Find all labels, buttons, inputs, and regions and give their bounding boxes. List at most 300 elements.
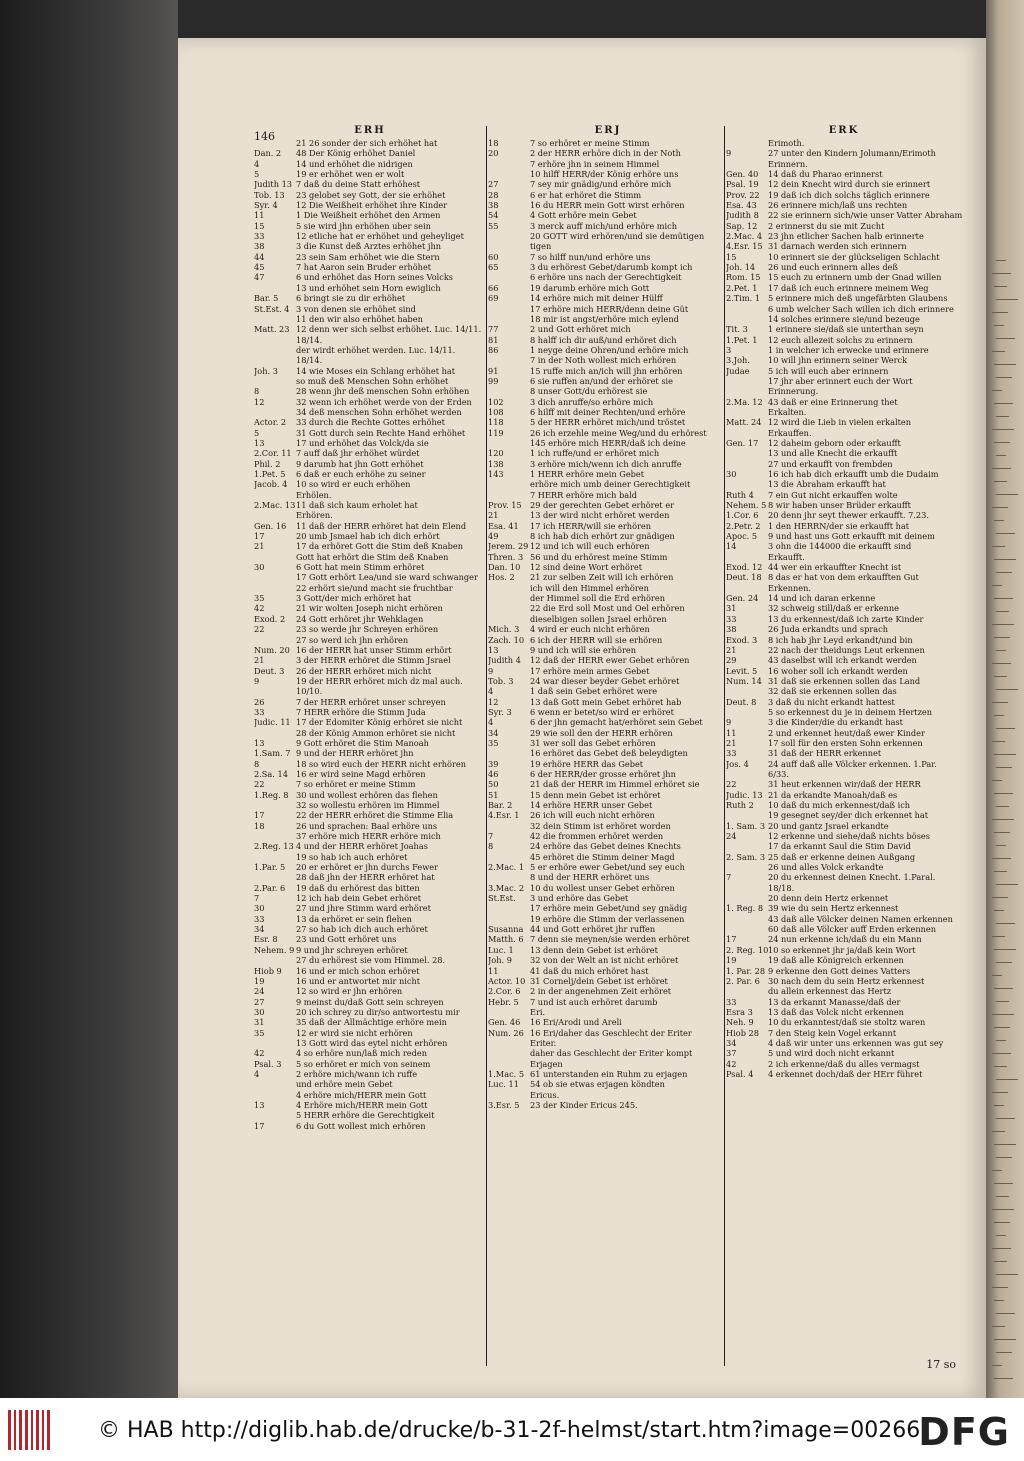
- index-entry: [254, 190, 486, 200]
- entry-reference: 1.Pet. 1: [726, 334, 758, 345]
- index-entry: [726, 179, 962, 189]
- entry-reference: Exod. 12: [726, 562, 763, 573]
- entry-text: 9 und ich will sie erhören: [530, 644, 637, 655]
- entry-text: 13 die Abraham erkaufft hat: [768, 479, 886, 490]
- index-entry: [488, 283, 728, 293]
- entry-reference: Sap. 12: [726, 220, 758, 231]
- entry-text: 13 daß das Volck nicht erkennen: [768, 1006, 904, 1017]
- entry-reference: 54: [488, 210, 499, 221]
- index-entry: [488, 366, 728, 376]
- entry-reference: [488, 241, 530, 251]
- index-entry: [726, 221, 962, 231]
- entry-reference: [726, 448, 768, 458]
- entry-reference: Dan. 10: [488, 562, 521, 573]
- entry-text: 5 er erhöre ewer Gebet/und sey euch: [530, 862, 685, 873]
- entry-reference: 31: [254, 1017, 265, 1028]
- index-entry: [726, 541, 962, 551]
- index-entry: [254, 428, 486, 438]
- entry-text: 10 hilff HERR/der König erhöre uns: [530, 169, 679, 180]
- index-entry: [726, 562, 962, 572]
- entry-reference: Nehem. 5: [726, 500, 767, 511]
- entry-text: 17 der Edomiter König erhöret sie nicht: [296, 717, 463, 728]
- entry-reference: [254, 552, 296, 562]
- index-entry: [254, 997, 486, 1007]
- entry-reference: [726, 769, 768, 779]
- entry-reference: 55: [488, 220, 499, 231]
- entry-text: 26 Juda erkandts und sprach: [768, 624, 888, 635]
- index-entry: [488, 707, 728, 717]
- entry-text: tigen: [530, 241, 552, 252]
- index-entry: [726, 1059, 962, 1069]
- entry-text: 23 gelobet sey Gott, der sie erhöhet: [296, 189, 446, 200]
- entry-text: 1 Die Weißheit erhöhet den Armen: [296, 210, 441, 221]
- entry-reference: Num. 20: [254, 644, 290, 655]
- entry-reference: 38: [488, 200, 499, 211]
- entry-text: 19 daß alle Königreich erkennen: [768, 955, 904, 966]
- index-entry: [488, 210, 728, 220]
- entry-reference: St.Est. 4: [254, 303, 290, 314]
- index-entry: [726, 624, 962, 634]
- entry-reference: 33: [726, 996, 737, 1007]
- index-entry: [254, 966, 486, 976]
- entry-reference: 8: [488, 841, 494, 852]
- entry-reference: 21: [254, 655, 265, 666]
- entry-reference: [726, 583, 768, 593]
- index-entry: [488, 841, 728, 851]
- entry-text: 9 Gott erhöret die Stim Manoah: [296, 737, 429, 748]
- entry-reference: 34: [726, 1037, 737, 1048]
- index-entry: [254, 893, 486, 903]
- index-entry: [726, 521, 962, 531]
- entry-text: 8 ich hab jhr Leyd erkandt/und bin: [768, 634, 913, 645]
- entry-text: 10 erinnert sie der glückseligen Schlacht: [768, 251, 940, 262]
- index-entry: [726, 914, 962, 924]
- index-entry: [726, 976, 962, 986]
- entry-reference: [726, 376, 768, 386]
- entry-reference: 69: [488, 293, 499, 304]
- entry-text: 1 den HERRN/der sie erkaufft hat: [768, 520, 910, 531]
- entry-text: Erkennen.: [768, 582, 811, 593]
- entry-text: 45 erhöret die Stimm deiner Magd: [530, 851, 675, 862]
- index-entry: [726, 1069, 962, 1079]
- entry-reference: 3: [726, 344, 732, 355]
- entry-reference: 7: [726, 872, 732, 883]
- index-entry: [254, 1079, 486, 1089]
- entry-text: 17 jhr aber erinnert euch der Wort: [768, 375, 913, 386]
- entry-text: 7 hat Aaron sein Bruder erhöhet: [296, 262, 432, 273]
- entry-text: 3 ohn die 144000 die erkaufft sind: [768, 541, 912, 552]
- entry-reference: 15: [726, 251, 737, 262]
- entry-reference: Hos. 2: [488, 572, 515, 583]
- index-entry: [254, 603, 486, 613]
- entry-reference: 46: [488, 768, 499, 779]
- entry-reference: 2.Cor. 6: [488, 986, 521, 997]
- entry-reference: 17: [254, 1120, 265, 1131]
- index-entry: [254, 1110, 486, 1120]
- entry-reference: 9: [254, 675, 260, 686]
- index-entry: [254, 821, 486, 831]
- entry-reference: [488, 614, 530, 624]
- entry-text: 17 Gott erhört Lea/und sie ward schwanger: [296, 572, 478, 583]
- index-entry: [488, 345, 728, 355]
- entry-reference: 12: [254, 396, 265, 407]
- entry-text: 5 und wird doch nicht erkannt: [768, 1048, 895, 1059]
- entry-reference: [254, 355, 296, 365]
- entry-text: 17 ich HERR/will sie erhören: [530, 520, 652, 531]
- entry-reference: [488, 272, 530, 282]
- entry-text: 4 erhöre mich/HERR mein Gott: [296, 1089, 427, 1100]
- index-entry: [254, 903, 486, 913]
- index-entry: [488, 417, 728, 427]
- entry-text: 19 erhöre HERR das Gebet: [530, 758, 644, 769]
- entry-text: 12 euch allezeit solchs zu erinnern: [768, 334, 913, 345]
- entry-text: 7 sey mir gnädig/und erhöre mich: [530, 179, 672, 190]
- entry-text: 17 da erhöret Gott die Stim deß Knaben: [296, 541, 463, 552]
- index-entry: [254, 531, 486, 541]
- index-entry: [254, 541, 486, 551]
- entry-reference: 2.Mac. 4: [726, 231, 763, 242]
- entry-reference: 21: [726, 644, 737, 655]
- entry-reference: Joh. 3: [254, 365, 278, 376]
- entry-reference: 1. Par. 28: [726, 965, 766, 976]
- index-entry: [254, 552, 486, 562]
- index-entry: [488, 976, 728, 986]
- index-entry: [726, 986, 962, 996]
- entry-reference: 60: [488, 251, 499, 262]
- entry-text: 16 Eri/Arodi und Areli: [530, 1017, 622, 1028]
- entry-reference: 21: [726, 737, 737, 748]
- entry-reference: Exod. 3: [726, 634, 758, 645]
- entry-reference: Hebr. 5: [488, 996, 519, 1007]
- index-entry: [726, 448, 962, 458]
- entry-reference: Gen. 24: [726, 593, 759, 604]
- index-entry: [488, 748, 728, 758]
- index-entry: [488, 428, 728, 438]
- index-entry: [254, 366, 486, 376]
- index-entry: [488, 769, 728, 779]
- entry-text: 31 wer soll das Gebet erhören: [530, 737, 656, 748]
- entry-reference: [254, 314, 296, 324]
- index-entry: [488, 603, 728, 613]
- index-entry: [488, 852, 728, 862]
- entry-reference: 1.Pet. 5: [254, 469, 286, 479]
- entry-reference: Luc. 11: [488, 1079, 519, 1090]
- index-entry: [488, 1100, 728, 1110]
- index-entry: [254, 717, 486, 727]
- entry-reference: 2.Sa. 14: [254, 768, 288, 779]
- entry-text: 9 meinst du/daß Gott sein schreyen: [296, 996, 444, 1007]
- entry-text: du allein erkennest das Hertz: [768, 986, 892, 997]
- index-entry: [254, 572, 486, 582]
- column-head: ERJ: [594, 125, 622, 136]
- entry-text: Erinnern.: [768, 158, 808, 169]
- entry-text: 14 und erhöhet die nidrigen: [296, 158, 413, 169]
- index-column-3: [726, 124, 962, 1364]
- entry-reference: 17: [254, 531, 265, 542]
- index-entry: [726, 500, 962, 510]
- index-entry: [254, 345, 486, 355]
- index-entry: [254, 252, 486, 262]
- entry-text: 13 da erhöret er sein flehen: [296, 913, 412, 924]
- index-entry: [488, 1048, 728, 1058]
- index-entry: [254, 335, 486, 345]
- entry-text: 3 die Kunst deß Arztes erhöhet jhn: [296, 241, 441, 252]
- entry-reference: 12: [488, 696, 499, 707]
- entry-reference: Gen. 46: [488, 1017, 521, 1028]
- index-entry: [254, 645, 486, 655]
- entry-reference: Actor. 2: [254, 417, 287, 428]
- index-entry: [254, 676, 486, 686]
- index-entry: [254, 1028, 486, 1038]
- index-entry: [488, 262, 728, 272]
- entry-text: 13 und erhöhet sein Horn ewiglich: [296, 282, 441, 293]
- index-entry: [488, 759, 728, 769]
- index-entry: [254, 955, 486, 965]
- entry-text: 22 sie erinnern sich/wie unser Vatter Abraham: [768, 210, 962, 221]
- entry-reference: 33: [726, 613, 737, 624]
- entry-reference: [254, 955, 296, 965]
- entry-text: 37 erhöre mich HERR erhöre mich: [296, 831, 441, 842]
- entry-reference: [488, 479, 530, 489]
- index-entry: [726, 593, 962, 603]
- entry-reference: 37: [726, 1048, 737, 1059]
- entry-text: 13 der wird nicht erhöret werden: [530, 510, 670, 521]
- entry-reference: [726, 138, 768, 148]
- entry-text: 15 euch zu erinnern umb der Gnad willen: [768, 272, 942, 283]
- entry-text: 27 und jhre Stimm ward erhöret: [296, 903, 431, 914]
- index-entry: [488, 272, 728, 282]
- entry-text: 17 erhöre mich HERR/denn deine Güt: [530, 303, 689, 314]
- index-entry: [488, 231, 728, 241]
- entry-reference: [488, 386, 530, 396]
- index-entry: [254, 707, 486, 717]
- entry-reference: [254, 138, 296, 148]
- entry-text: 3 daß du nicht erkandt hattest: [768, 696, 895, 707]
- entry-text: 6 erhöre uns nach der Gerechtigkeit: [530, 272, 682, 283]
- index-entry: [254, 407, 486, 417]
- index-entry: [254, 293, 486, 303]
- entry-text: 30 nach dem du sein Hertz erkennest: [768, 975, 925, 986]
- index-entry: [254, 810, 486, 820]
- entry-reference: 1.Cor. 6: [726, 510, 759, 521]
- index-entry: [488, 800, 728, 810]
- entry-text: 18/14.: [296, 355, 323, 366]
- entry-text: 9 und der HERR erhöret jhn: [296, 748, 414, 759]
- index-entry: [726, 231, 962, 241]
- entry-reference: 42: [726, 1058, 737, 1069]
- entry-reference: Judith 13: [254, 179, 292, 190]
- index-entry: [726, 428, 962, 438]
- entry-reference: Rom. 15: [726, 272, 761, 283]
- entry-text: 19 erhöre die Stimm der verlassenen: [530, 913, 685, 924]
- entry-text: 26 erinnere mich/laß uns rechten: [768, 200, 908, 211]
- entry-reference: [488, 748, 530, 758]
- entry-reference: 17: [254, 810, 265, 821]
- index-entry: [254, 872, 486, 882]
- index-entry: [254, 1048, 486, 1058]
- entry-reference: Esr. 8: [254, 934, 278, 945]
- entry-text: 12 etliche hat er erhöhet und geheyliget: [296, 231, 464, 242]
- index-entry: [254, 883, 486, 893]
- entry-text: 14 erhöre HERR unser Gebet: [530, 800, 653, 810]
- entry-text: 7 HERR erhöre mich bald: [530, 489, 638, 500]
- entry-text: 29 der gerechten Gebet erhöret er: [530, 500, 675, 511]
- index-entry: [254, 241, 486, 251]
- entry-text: 3 Gott/der mich erhöret hat: [296, 593, 412, 604]
- index-entry: [488, 655, 728, 665]
- entry-text: 20 GOTT wird erhören/und sie demütigen: [530, 231, 705, 242]
- book-gutter-left: [0, 0, 178, 1398]
- entry-reference: 22: [726, 779, 737, 790]
- entry-reference: Syr. 4: [254, 200, 278, 211]
- entry-text: 1 in welcher ich erwecke und erinnere: [768, 344, 929, 355]
- index-entry: [488, 1038, 728, 1048]
- entry-reference: 108: [488, 406, 504, 417]
- entry-reference: 77: [488, 324, 499, 335]
- entry-reference: 14: [726, 541, 737, 552]
- entry-reference: 4: [254, 1068, 260, 1079]
- index-entry: [254, 1017, 486, 1027]
- entry-reference: Actor. 10: [488, 975, 526, 986]
- entry-text: 26 ich will euch nicht erhören: [530, 810, 655, 821]
- entry-reference: [488, 231, 530, 241]
- index-entry: [254, 469, 486, 479]
- entry-reference: [488, 1048, 530, 1058]
- entry-reference: 44: [254, 251, 265, 262]
- entry-reference: [488, 1038, 530, 1048]
- entry-text: 13 und alle Knecht die erkaufft: [768, 448, 898, 459]
- source-link[interactable]: © HAB http://diglib.hab.de/drucke/b-31-2f-helmst/start.htm?image=00266: [98, 1418, 921, 1443]
- entry-text: 13 denn dein Gebet ist erhöret: [530, 944, 658, 955]
- entry-text: 21 wir wolten Joseph nicht erhören: [296, 603, 443, 614]
- index-entry: [726, 1007, 962, 1017]
- entry-text: 12 dein Knecht wird durch sie erinnert: [768, 179, 931, 190]
- entry-text: 2 in der angenehmen Zeit erhöret: [530, 986, 672, 997]
- entry-text: 32 schweig still/daß er erkenne: [768, 603, 900, 614]
- entry-text: 17 und erhöhet das Volck/da sie: [296, 437, 429, 448]
- entry-reference: 4.Esr. 1: [488, 810, 520, 821]
- entry-text: 15 ruffe mich an/ich will jhn erhören: [530, 365, 683, 376]
- entry-text: 145 erhöre mich HERR/daß ich deine: [530, 437, 686, 448]
- entry-text: 9 darumb hat jhn Gott erhöhet: [296, 458, 424, 469]
- index-entry: [726, 697, 962, 707]
- entry-text: 13 daß Gott mein Gebet erhöret hab: [530, 696, 682, 707]
- entry-text: 7 so hilff nun/und erhöre uns: [530, 251, 651, 262]
- entry-reference: 9: [726, 717, 732, 728]
- entry-text: 29 wie soll den der HERR erhören: [530, 727, 673, 738]
- index-entry: [726, 852, 962, 862]
- entry-reference: [254, 686, 296, 696]
- entry-reference: Tob. 13: [254, 189, 285, 200]
- index-entry: [254, 759, 486, 769]
- entry-text: 22 die Erd soll Most und Oel erhören: [530, 603, 685, 614]
- entry-text: 18 so wird euch der HERR nicht erhören: [296, 758, 467, 769]
- entry-reference: 1.Par. 5: [254, 862, 286, 873]
- entry-reference: 1.Mac. 5: [488, 1068, 525, 1079]
- entry-reference: [726, 159, 768, 169]
- entry-text: 39 wie du sein Hertz erkennest: [768, 903, 899, 914]
- entry-reference: [254, 510, 296, 520]
- entry-reference: Judic. 11: [254, 717, 291, 728]
- entry-text: 2 und Gott erhöret mich: [530, 324, 631, 335]
- entry-text: 12 er wird sie nicht erhören: [296, 1027, 413, 1038]
- entry-text: 24 nun erkenne ich/daß du ein Mann: [768, 934, 922, 945]
- index-entry: [488, 593, 728, 603]
- entry-text: 12 wird die Lieb in vielen erkalten: [768, 417, 912, 428]
- entry-reference: 22: [254, 779, 265, 790]
- next-page-edge: [986, 0, 1024, 1398]
- entry-text: 6 der jhn gemacht hat/erhöret sein Gebet: [530, 717, 703, 728]
- entry-text: 32 wenn ich erhöhet werde von der Erden: [296, 396, 472, 407]
- index-entry: [726, 676, 962, 686]
- entry-text: 7 und ist auch erhöret darumb: [530, 996, 658, 1007]
- entry-text: 16 woher soll ich erkandt werden: [768, 665, 908, 676]
- index-entry: [488, 955, 728, 965]
- entry-text: 7 daß du deine Statt erhöhest: [296, 179, 421, 190]
- index-entry: [254, 500, 486, 510]
- entry-text: 23 jhn etlicher Sachen halb erinnerte: [768, 231, 924, 242]
- index-entry: [254, 314, 486, 324]
- entry-reference: 30: [254, 1006, 265, 1017]
- entry-text: 3 die Kinder/die du erkandt hast: [768, 717, 903, 728]
- index-entry: [254, 934, 486, 944]
- entry-text: 31 Cornelj/dein Gebet ist erhöret: [530, 975, 668, 986]
- entry-text: 17 erhöre mein armes Gebet: [530, 665, 650, 676]
- entry-text: 7 erhöre jhn in seinem Himmel: [530, 158, 660, 169]
- entry-reference: 47: [254, 272, 265, 283]
- entry-reference: Esa. 43: [726, 200, 757, 211]
- index-entry: [488, 572, 728, 582]
- entry-reference: 2.Tim. 1: [726, 293, 761, 304]
- entry-text: 17 erhöre mein Gebet/und sey gnädig: [530, 903, 688, 914]
- index-entry: [254, 459, 486, 469]
- entry-text: 7 den Steig kein Vogel erkannt: [768, 1027, 897, 1038]
- index-entry: [254, 438, 486, 448]
- entry-reference: [488, 438, 530, 448]
- entry-reference: 27: [488, 179, 499, 190]
- entry-reference: 7: [254, 893, 260, 904]
- index-entry: [726, 386, 962, 396]
- entry-reference: 33: [254, 706, 265, 717]
- entry-reference: Ruth 4: [726, 489, 754, 500]
- entry-reference: Hiob 28: [726, 1027, 759, 1038]
- index-entry: [488, 562, 728, 572]
- entry-text: 20 er erhöret er jhn durchs Fewer: [296, 862, 438, 873]
- entry-reference: 34: [488, 727, 499, 738]
- entry-text: 6 daß er euch erhöhe zu seiner: [296, 469, 426, 479]
- entry-reference: Psal. 4: [726, 1068, 754, 1079]
- entry-text: 48 Der König erhöhet Daniel: [296, 148, 416, 159]
- index-entry: [726, 324, 962, 334]
- entry-reference: [726, 986, 768, 996]
- entry-reference: 91: [488, 365, 499, 376]
- entry-reference: Num. 14: [726, 675, 762, 686]
- entry-text: 27 unter den Kindern Jolumann/Erimoth: [768, 148, 936, 159]
- entry-reference: 9: [488, 665, 494, 676]
- entry-text: 2 der HERR erhöre dich in der Noth: [530, 148, 681, 159]
- index-entry: [726, 893, 962, 903]
- entry-text: 16 du HERR mein Gott wirst erhören: [530, 200, 685, 211]
- entry-reference: 13: [254, 1099, 265, 1110]
- index-entry: [254, 728, 486, 738]
- entry-text: 1 neyge deine Ohren/und erhöre mich: [530, 344, 689, 355]
- index-entry: [488, 407, 728, 417]
- library-logo-icon: [8, 1410, 50, 1450]
- entry-text: 12 ich hab dein Gebet erhöret: [296, 893, 422, 904]
- index-entry: [726, 934, 962, 944]
- entry-reference: Esa. 41: [488, 520, 519, 531]
- entry-text: 17 soll für den ersten Sohn erkennen: [768, 737, 923, 748]
